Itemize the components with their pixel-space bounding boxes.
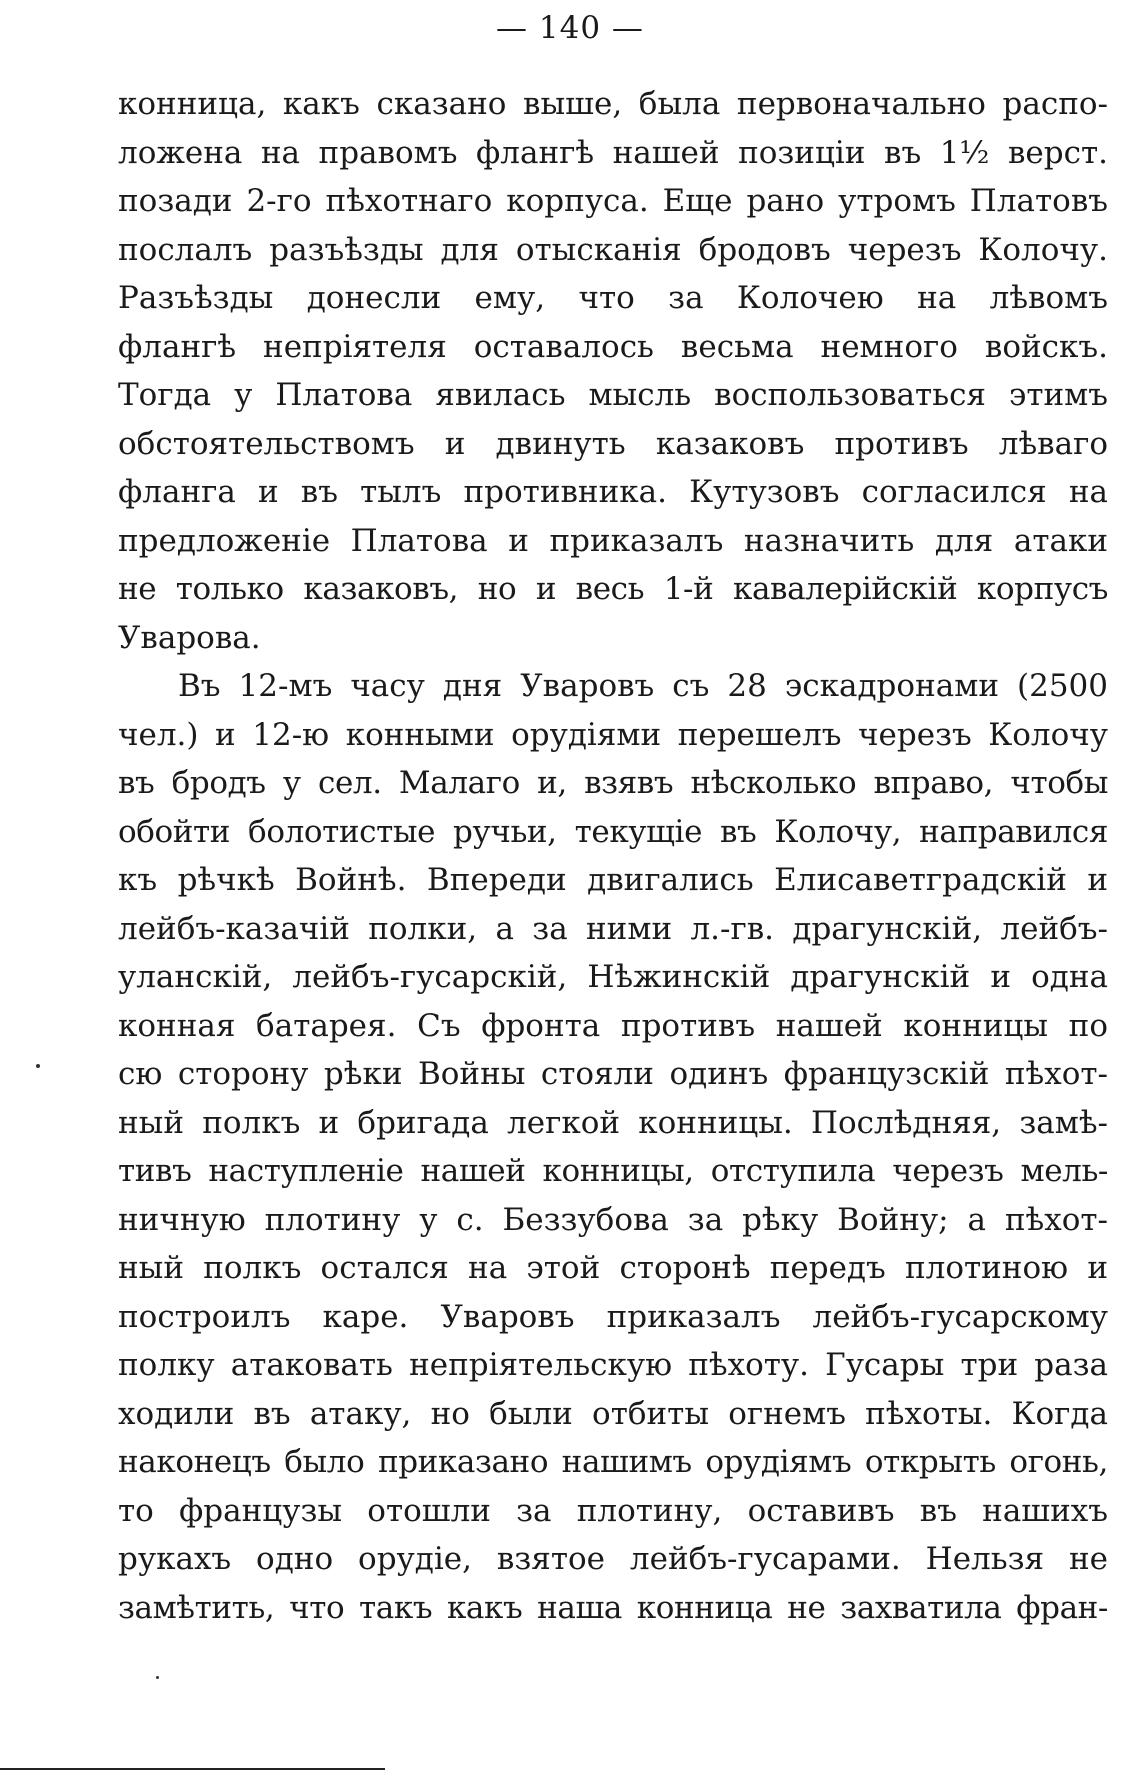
text-line: построилъ каре. Уваровъ приказалъ лейбъ-гусарскому [118,1298,1108,1335]
text-line: конница, какъ сказано выше, была первоначально распо- [118,86,1108,122]
page-edge-rule [0,1768,385,1770]
text-line: наконецъ было приказано нашимъ орудіямъ открыть огонь, [118,1444,1108,1480]
text-line: обойти болотистые ручьи, текущіе въ Колочу, направился [118,813,1108,850]
text-line: сю сторону рѣки Войны стояли одинъ французскій пѣхот- [118,1056,1108,1092]
text-line: позади 2-го пѣхотнаго корпуса. Еще рано утромъ Платовъ [118,183,1108,219]
text-line: ложена на правомъ флангѣ нашей позиціи въ 1½ верст. [118,134,1108,171]
text-line: ный полкъ остался на этой сторонѣ передъ плотиною и [118,1250,1108,1286]
text-line: ничную плотину у с. Беззубова за рѣку Войну; а пѣхот- [118,1201,1108,1238]
text-line: чел.) и 12-ю конными орудіями перешелъ черезъ Колочу [118,716,1108,753]
text-line: уланскій, лейбъ-гусарскій, Нѣжинскій драгунскій и одна [118,959,1108,995]
text-line: полку атаковать непріятельскую пѣхоту. Гусары три раза [118,1347,1108,1383]
text-line: въ бродъ у сел. Малаго и, взявъ нѣсколько вправо, чтобы [118,765,1108,801]
text-line: послалъ разъѣзды для отысканія бродовъ черезъ Колочу. [118,231,1108,268]
text-line: ходили въ атаку, но были отбиты огнемъ пѣхоты. Когда [118,1395,1108,1432]
text-line: не только казаковъ, но и весь 1-й кавалерійскій корпусъ [118,571,1108,607]
text-line: то французы отошли за плотину, оставивъ въ нашихъ [118,1492,1108,1529]
paragraph-2 [118,662,1108,1632]
body-text [118,80,1108,1632]
text-line: ный полкъ и бригада легкой конницы. Послѣдняя, замѣ- [118,1104,1108,1141]
text-line: конная батарея. Съ фронта противъ нашей конницы по [118,1007,1108,1044]
text-line: лейбъ-казачій полки, а за ними л.-гв. драгунскій, лейбъ- [118,910,1108,947]
text-line: предложеніе Платова и приказалъ назначить для атаки [118,522,1108,559]
page-number: — 140 — [496,10,644,46]
text-line: Разъѣзды донесли ему, что за Колочею на лѣвомъ [118,280,1108,316]
text-line: Въ 12-мъ часу дня Уваровъ съ 28 эскадронами (2500 [178,668,1108,704]
text-line: фланга и въ тылъ противника. Кутузовъ согласился на [118,474,1108,510]
scan-speck [156,1676,159,1679]
text-line: обстоятельствомъ и двинуть казаковъ противъ лѣваго [118,425,1108,462]
text-line: рукахъ одно орудіе, взятое лейбъ-гусарами. Нельзя не [118,1541,1108,1577]
text-line: замѣтить, что такъ какъ наша конница не захватила фран- [118,1589,1108,1626]
text-line: тивъ наступленіе нашей конницы, отступила черезъ мель- [118,1153,1108,1189]
paragraph-1 [118,80,1108,662]
text-line: флангѣ непріятеля оставалось весьма немного войскъ. [118,328,1108,365]
scan-speck [36,1064,40,1068]
text-line: Уварова. [118,619,261,656]
text-line: къ рѣчкѣ Войнѣ. Впереди двигались Елисаветградскій и [118,862,1108,898]
text-line: Тогда у Платова явилась мысль воспользоваться этимъ [118,377,1108,413]
